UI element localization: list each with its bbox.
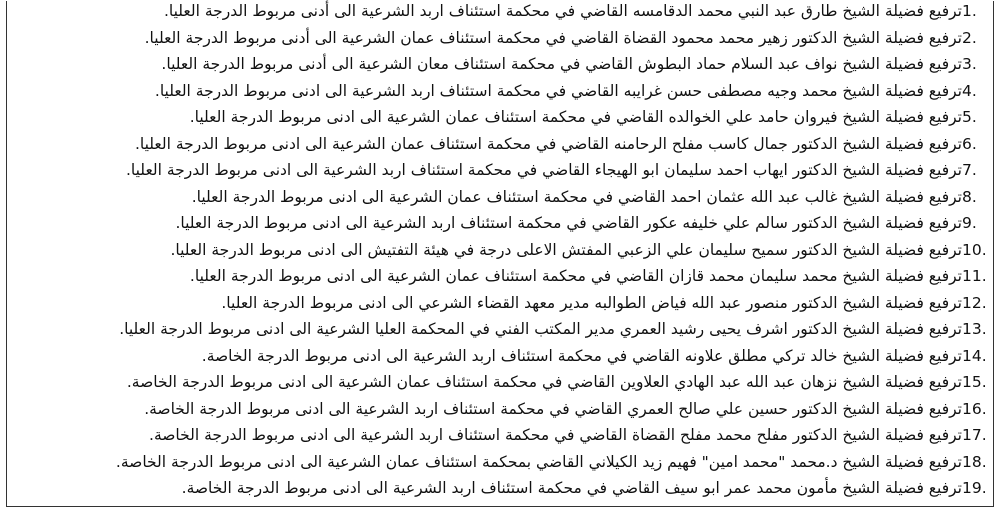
item-number: 12. bbox=[962, 293, 987, 312]
item-number: 16. bbox=[962, 399, 987, 418]
list-item bbox=[15, 241, 990, 268]
item-number: 15. bbox=[962, 373, 987, 391]
item-text: ترفيع فضيلة الشيخ غالب عبد الله عثمان احمد القاضي في محكمة استئناف عمان الشرعية الى ادنى مربوط الدرجة العليا. bbox=[191, 187, 962, 206]
item-number: 11. bbox=[962, 267, 987, 285]
item-number: 8. bbox=[962, 187, 977, 206]
item-text: ترفيع فضيلة الشيخ د.محمد "محمد امين" فهيم زيد الكيلاني القاضي بمحكمة استئناف عمان الشرعية الى ادنى مربوط الدرجة الخاصة. bbox=[115, 452, 962, 471]
item-text: ترفيع فضيلة الشيخ الدكتور منصور عبد الله فياض الطوالبه مدير معهد القضاء الشرعي الى ادنى مربوط الدرجة العليا. bbox=[221, 293, 962, 312]
list-item bbox=[15, 479, 990, 506]
item-text: ترفيع فضيلة الشيخ خالد تركي مطلق علاونه القاضي في محكمة استئناف اربد الشرعية الى ادنى مربوط الدرجة الخاصة. bbox=[201, 346, 962, 365]
item-text: ترفيع فضيلة الشيخ الدكتور مفلح محمد مفلح القضاة القاضي في محكمة استئناف اربد الشرعية الى ادنى مربوط الدرجة الخاصة. bbox=[149, 426, 962, 444]
list-item bbox=[15, 108, 990, 135]
list-item bbox=[15, 2, 990, 29]
item-number: 10. bbox=[962, 240, 987, 259]
item-number: 19. bbox=[962, 479, 987, 497]
item-text: ترفيع فضيلة الشيخ الدكتور حسين علي صالح العمري القاضي في محكمة استئناف اربد الشرعية الى ادنى مربوط الدرجة الخاصة. bbox=[144, 399, 962, 418]
item-text: ترفيع فضيلة الشيخ الدكتور زهير محمد محمود القضاة القاضي في محكمة استئناف عمان الشرعية الى أدنى مربوط الدرجة العليا. bbox=[144, 28, 962, 47]
item-number: 7. bbox=[962, 161, 977, 179]
item-number: 14. bbox=[962, 346, 987, 365]
list-item bbox=[15, 400, 990, 427]
item-text: ترفيع فضيلة الشيخ الدكتور سالم علي خليفه عكور القاضي في محكمة استئناف اربد الشرعية الى ادنى مربوط الدرجة العليا. bbox=[175, 214, 962, 232]
list-item bbox=[15, 320, 990, 347]
item-text: ترفيع فضيلة الشيخ الدكتور سميح سليمان علي الزعبي المفتش الاعلى درجة في هيئة التفتيش الى ادنى مربوط الدرجة العليا. bbox=[170, 240, 962, 259]
item-text: ترفيع فضيلة الشيخ محمد وجيه مصطفى حسن غرايبه القاضي في محكمة استئناف اربد الشرعية الى ادنى مربوط الدرجة العليا. bbox=[154, 81, 962, 100]
list-item bbox=[15, 161, 990, 188]
list-item bbox=[15, 453, 990, 480]
item-text: ترفيع فضيلة الشيخ الدكتور اشرف يحيى رشيد العمري مدير المكتب الفني في المحكمة العليا الشرعية الى ادنى مربوط الدرجة العليا. bbox=[119, 320, 962, 338]
promotion-list bbox=[15, 2, 990, 506]
item-number: 4. bbox=[962, 81, 977, 100]
list-item bbox=[15, 188, 990, 215]
item-text: ترفيع فضيلة الشيخ الدكتور ايهاب احمد سليمان ابو الهيجاء القاضي في محكمة استئناف اربد الشرعية الى ادنى مربوط الدرجة العليا. bbox=[125, 161, 962, 179]
list-item bbox=[15, 214, 990, 241]
item-number: 13. bbox=[962, 320, 987, 338]
item-number: 3. bbox=[962, 55, 977, 73]
list-item bbox=[15, 347, 990, 374]
list-item bbox=[15, 373, 990, 400]
list-item bbox=[15, 55, 990, 82]
item-number: 17. bbox=[962, 426, 987, 444]
item-text: ترفيع فضيلة الشيخ نزهان عبد الله عبد الهادي العلاوين القاضي في محكمة استئناف عمان الشرعية الى ادنى مربوط الدرجة الخاصة. bbox=[126, 373, 962, 391]
item-number: 5. bbox=[962, 108, 977, 126]
item-text: ترفيع فضيلة الشيخ فيروان حامد علي الخوالده القاضي في محكمة استئناف عمان الشرعية الى ادنى مربوط الدرجة العليا. bbox=[189, 108, 962, 126]
item-number: 18. bbox=[962, 452, 987, 471]
item-number: 2. bbox=[962, 28, 977, 47]
item-text: ترفيع فضيلة الشيخ محمد سليمان محمد قازان القاضي في محكمة استئناف عمان الشرعية الى ادنى مربوط الدرجة العليا. bbox=[189, 267, 962, 285]
item-text: ترفيع فضيلة الشيخ مأمون محمد عمر ابو سيف القاضي في محكمة استئناف اربد الشرعية الى ادنى مربوط الدرجة الخاصة. bbox=[181, 479, 962, 497]
item-number: 1. bbox=[962, 2, 977, 20]
list-item bbox=[15, 135, 990, 162]
list-item bbox=[15, 29, 990, 56]
item-text: ترفيع فضيلة الشيخ نواف عبد السلام حماد البطوش القاضي في محكمة استئناف معان الشرعية الى أدنى مربوط الدرجة العليا. bbox=[161, 55, 962, 73]
list-item bbox=[15, 82, 990, 109]
item-text: ترفيع فضيلة الشيخ الدكتور جمال كاسب مفلح الرحامنه القاضي في محكمة استئناف عمان الشرعية الى ادنى مربوط الدرجة العليا. bbox=[134, 134, 962, 153]
item-number: 9. bbox=[962, 214, 977, 232]
list-item bbox=[15, 267, 990, 294]
item-text: ترفيع فضيلة الشيخ طارق عبد النبي محمد الدقامسه القاضي في محكمة استئناف اربد الشرعية الى أدنى مربوط الدرجة العليا. bbox=[163, 2, 962, 20]
item-number: 6. bbox=[962, 134, 977, 153]
list-item bbox=[15, 426, 990, 453]
list-item bbox=[15, 294, 990, 321]
